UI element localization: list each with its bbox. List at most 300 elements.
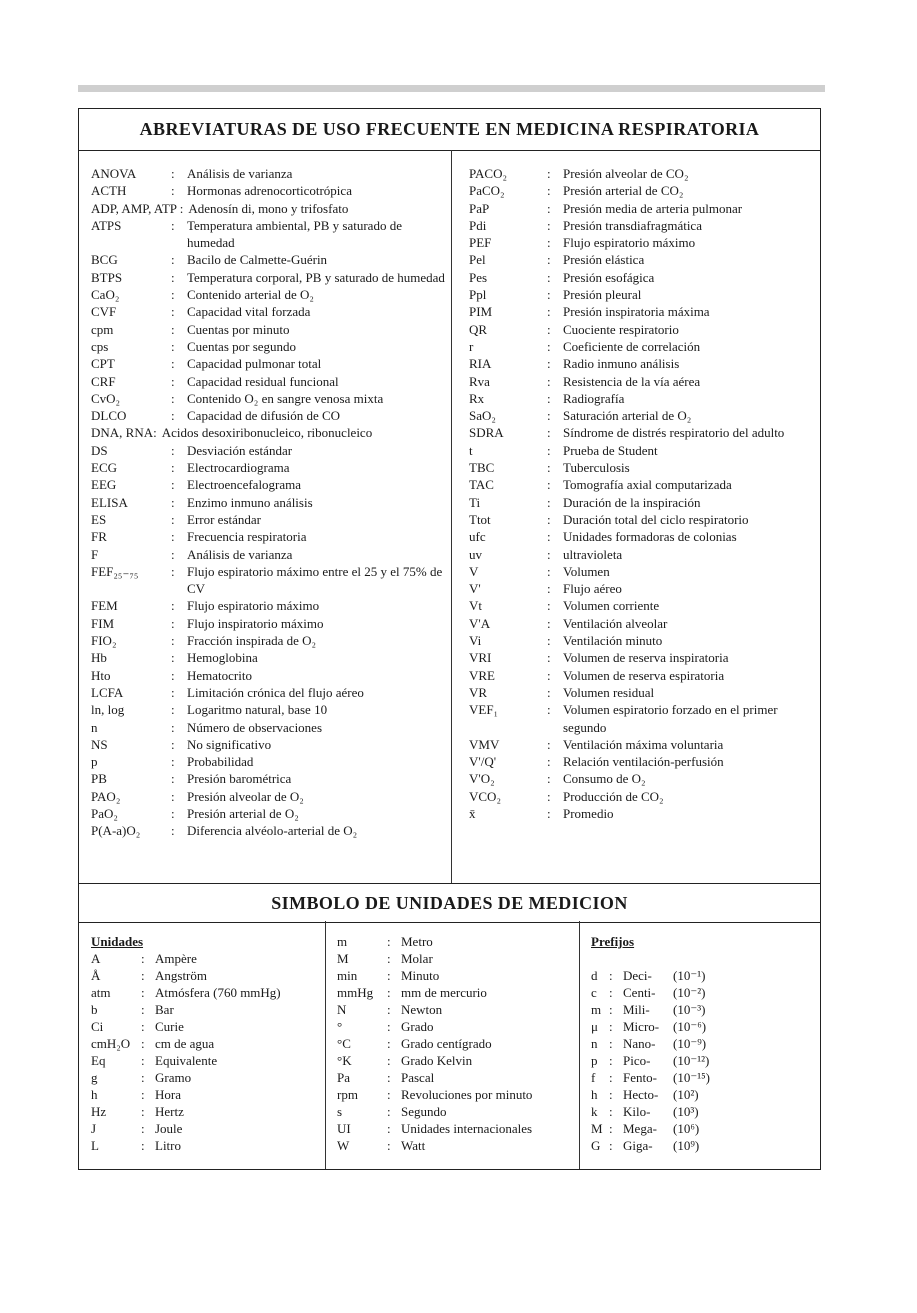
abbreviation: BCG <box>91 252 118 268</box>
unit-symbol: Ci <box>91 1019 104 1034</box>
unit-row <box>337 1137 577 1154</box>
abbreviation-row <box>469 321 814 338</box>
unit-symbol: UI <box>337 1121 351 1136</box>
unit-symbol: G <box>591 1138 601 1153</box>
abbreviation-row <box>469 632 814 649</box>
abbreviation: VMV <box>469 736 500 752</box>
abbreviation: TBC <box>469 460 495 476</box>
definition: Coeficiente de correlación <box>563 338 701 354</box>
abbreviation-row <box>469 303 814 320</box>
abbreviation-row <box>469 494 814 511</box>
separator: : <box>609 985 613 1000</box>
abbreviation-row <box>91 373 449 390</box>
abbreviation-row <box>469 753 814 770</box>
units-divider-1 <box>325 921 326 1169</box>
unit-row <box>91 1137 321 1154</box>
unit-row <box>337 967 577 984</box>
unit-row <box>591 984 811 1001</box>
separator: : <box>547 373 551 389</box>
abbreviation: V <box>469 563 479 579</box>
abbreviation: Hb <box>91 650 107 666</box>
unit-name: Nano- <box>623 1036 656 1051</box>
definition: Tuberculosis <box>563 460 630 476</box>
abbreviation: PEF <box>469 235 492 251</box>
separator: : <box>171 598 175 614</box>
abbreviation: BTPS <box>91 269 123 285</box>
separator: : <box>171 166 175 181</box>
definition: Enzimo inmuno análisis <box>187 494 313 510</box>
prefixes-column <box>591 933 811 1154</box>
unit-symbol: b <box>91 1002 98 1017</box>
abbreviation: PB <box>91 771 107 787</box>
abbreviation: PACO₂ <box>469 166 508 181</box>
separator: : <box>547 235 551 251</box>
unit-row <box>591 1086 811 1103</box>
abbreviation-row <box>91 303 449 320</box>
separator: : <box>171 563 175 579</box>
abbreviation: PaP <box>469 200 490 216</box>
separator: : <box>609 968 613 983</box>
abbreviation: VR <box>469 684 488 700</box>
abbreviation: t <box>469 442 473 458</box>
unit-row <box>591 967 811 984</box>
abbreviation: ELISA <box>91 494 128 510</box>
separator: : <box>547 408 551 424</box>
abbreviation-row <box>91 321 449 338</box>
abbreviation-row <box>91 563 449 598</box>
abbreviation: n <box>91 719 98 735</box>
unit-row <box>91 1035 321 1052</box>
abbreviation-row <box>469 649 814 666</box>
separator: : <box>141 1121 145 1136</box>
separator: : <box>171 546 175 562</box>
unit-symbol: A <box>91 951 101 966</box>
unit-symbol: Pa <box>337 1070 350 1085</box>
unit-symbol: d <box>591 968 598 983</box>
separator: : <box>387 1138 391 1153</box>
definition: Capacidad pulmonar total <box>187 356 322 372</box>
abbreviation-row <box>91 753 449 770</box>
definition: Hemoglobina <box>187 650 258 666</box>
abbreviation: Pel <box>469 252 486 268</box>
abbreviation: V'/Q' <box>469 754 497 770</box>
definition: Hematocrito <box>187 667 252 683</box>
abbreviation: FIO₂ <box>91 633 117 649</box>
prefix-power: (10⁶) <box>673 1121 700 1136</box>
abbreviation-row <box>91 632 449 649</box>
separator: : <box>609 1104 613 1119</box>
unit-symbol: min <box>337 968 358 983</box>
separator: : <box>171 684 175 700</box>
separator: : <box>547 529 551 545</box>
unit-name: Atmósfera (760 mmHg) <box>155 985 281 1000</box>
unit-name: Angström <box>155 968 207 983</box>
separator: : <box>609 1138 613 1153</box>
unit-name: Hecto- <box>623 1087 659 1102</box>
unit-name: Minuto <box>401 968 440 983</box>
unit-name: Metro <box>401 934 433 949</box>
unit-row <box>591 1052 811 1069</box>
separator: : <box>547 494 551 510</box>
definition: Presión elástica <box>563 252 645 268</box>
units-column-2 <box>337 933 577 1154</box>
abbreviation: CVF <box>91 304 117 320</box>
abbreviation: EEG <box>91 477 117 493</box>
abbreviation-row <box>469 338 814 355</box>
separator: : <box>171 805 175 821</box>
definition: Flujo espiratorio máximo <box>563 235 696 251</box>
separator: : <box>387 1019 391 1034</box>
separator: : <box>547 442 551 458</box>
separator: : <box>547 269 551 285</box>
unit-row <box>91 1001 321 1018</box>
abbreviation: ACTH <box>91 183 127 199</box>
abbreviation: VRI <box>469 650 492 666</box>
abbreviation-row <box>469 269 814 286</box>
separator: : <box>171 338 175 354</box>
separator: : <box>547 633 551 649</box>
unit-name: Mili- <box>623 1002 650 1017</box>
abbreviation-row <box>91 511 449 528</box>
separator: : <box>171 615 175 631</box>
separator: : <box>171 736 175 752</box>
definition: Radio inmuno análisis <box>563 356 680 372</box>
abbreviation-row <box>91 182 449 199</box>
unit-symbol: g <box>91 1070 98 1085</box>
definition: Saturación arterial de O₂ <box>563 408 692 424</box>
definition: Análisis de varianza <box>187 546 293 562</box>
abbreviation: P(A-a)O₂ <box>91 823 141 839</box>
abbreviations-title: ABREVIATURAS DE USO FRECUENTE EN MEDICINA RESPIRATORIA <box>79 109 820 151</box>
definition: Volumen <box>563 563 610 579</box>
definition: Ventilación minuto <box>563 633 663 649</box>
unit-name: Deci- <box>623 968 652 983</box>
unit-name: Joule <box>155 1121 183 1136</box>
definition: Duración de la inspiración <box>563 494 701 510</box>
abbreviation: Ppl <box>469 287 487 303</box>
abbreviation: V'O₂ <box>469 771 495 787</box>
abbreviation-row <box>469 788 814 805</box>
abbreviation-row <box>91 770 449 787</box>
unit-symbol: M <box>337 951 349 966</box>
abbreviation-row <box>469 234 814 251</box>
separator: : <box>171 667 175 683</box>
separator: : <box>171 356 175 372</box>
unit-symbol: mmHg <box>337 985 374 1000</box>
separator: : <box>171 390 175 406</box>
definition: Análisis de varianza <box>187 166 293 181</box>
unit-symbol: °K <box>337 1053 352 1068</box>
definition: Desviación estándar <box>187 442 293 458</box>
separator: : <box>141 1002 145 1017</box>
unit-name: Mega- <box>623 1121 657 1136</box>
abbreviation: x̄ <box>469 805 476 821</box>
unit-row <box>337 950 577 967</box>
prefix-power: (10⁻¹⁵) <box>673 1070 710 1085</box>
definition: Presión arterial de CO₂ <box>563 183 684 199</box>
unit-name: Micro- <box>623 1019 660 1034</box>
separator: : <box>171 442 175 458</box>
units-section <box>79 921 820 1169</box>
unit-symbol: W <box>337 1138 350 1153</box>
abbreviation-row <box>469 286 814 303</box>
separator: : <box>171 511 175 527</box>
unit-name: mm de mercurio <box>401 985 487 1000</box>
abbreviation-row <box>91 684 449 701</box>
separator: : <box>141 1070 145 1085</box>
separator: : <box>171 719 175 735</box>
abbreviation: SaO₂ <box>469 408 496 424</box>
separator: : <box>171 321 175 337</box>
definition: ultravioleta <box>563 546 623 562</box>
abbreviation-row <box>91 407 449 424</box>
separator: : <box>547 304 551 320</box>
definition: Presión inspiratoria máxima <box>563 304 710 320</box>
separator: : <box>171 460 175 476</box>
separator: : <box>387 1070 391 1085</box>
unit-symbol: Hz <box>91 1104 107 1119</box>
separator: : <box>171 650 175 666</box>
abbreviation-row <box>469 597 814 614</box>
unit-name: Pascal <box>401 1070 435 1085</box>
definition: Diferencia alvéolo-arterial de O₂ <box>187 823 358 839</box>
abbreviation: SDRA <box>469 425 504 441</box>
abbreviation-row <box>91 667 449 684</box>
units-title: SIMBOLO DE UNIDADES DE MEDICION <box>79 883 820 923</box>
unit-row <box>91 1120 321 1137</box>
abbreviation-row <box>469 667 814 684</box>
abbreviation-row <box>91 251 449 268</box>
unit-name: Segundo <box>401 1104 447 1119</box>
definition: Número de observaciones <box>187 719 323 735</box>
definition: Hormonas adrenocorticotrópica <box>187 183 352 199</box>
separator: : <box>547 598 551 614</box>
definition: Capacidad vital forzada <box>187 304 311 320</box>
definition: Logaritmo natural, base 10 <box>187 702 328 718</box>
abbreviation: ADP, AMP, ATP : <box>91 200 184 216</box>
unit-name: Giga- <box>623 1138 653 1153</box>
definition: Cuentas por segundo <box>187 338 297 354</box>
unit-row <box>91 1052 321 1069</box>
abbreviation-row <box>469 546 814 563</box>
separator: : <box>171 702 175 718</box>
definition: Volumen de reserva inspiratoria <box>563 650 729 666</box>
abbreviation: PAO₂ <box>91 788 121 804</box>
definition: Presión transdiafragmática <box>563 217 702 233</box>
unit-name: Fento- <box>623 1070 657 1085</box>
abbreviation-row <box>469 390 814 407</box>
separator: : <box>171 304 175 320</box>
definition: Temperatura ambiental, PB y saturado de humedad <box>187 217 402 251</box>
unit-name: Hora <box>155 1087 181 1102</box>
abbreviation-row <box>91 822 449 839</box>
abbreviation: Hto <box>91 667 111 683</box>
separator: : <box>171 788 175 804</box>
units-column-1 <box>91 933 321 1154</box>
unit-row <box>91 1103 321 1120</box>
unit-row <box>91 984 321 1001</box>
abbreviation-row <box>91 528 449 545</box>
separator: : <box>141 985 145 1000</box>
abbreviation: ES <box>91 511 107 527</box>
separator: : <box>547 563 551 579</box>
abbreviation: Rva <box>469 373 490 389</box>
unit-symbol: s <box>337 1104 343 1119</box>
abbreviation-row <box>469 459 814 476</box>
separator: : <box>609 1019 613 1034</box>
separator: : <box>387 1104 391 1119</box>
unit-symbol: m <box>337 934 348 949</box>
abbreviation-row <box>91 165 449 182</box>
abbreviations-left-column <box>91 165 449 840</box>
unit-row <box>591 1001 811 1018</box>
definition: Cuociente respiratorio <box>563 321 679 337</box>
separator: : <box>171 633 175 649</box>
separator: : <box>387 1087 391 1102</box>
definition: Error estándar <box>187 511 261 527</box>
unit-symbol: Å <box>91 968 101 983</box>
separator: : <box>547 200 551 216</box>
separator: : <box>609 1036 613 1051</box>
unit-symbol: n <box>591 1036 598 1051</box>
separator: : <box>171 477 175 493</box>
unit-name: Unidades internacionales <box>401 1121 533 1136</box>
separator: : <box>609 1121 613 1136</box>
separator: : <box>547 511 551 527</box>
abbreviation-row <box>91 615 449 632</box>
abbreviation-row <box>91 200 449 217</box>
abbreviation: PaO₂ <box>91 805 118 821</box>
unit-symbol: °C <box>337 1036 351 1051</box>
unit-symbol: k <box>591 1104 598 1119</box>
definition: Probabilidad <box>187 754 254 770</box>
abbreviation-row <box>469 424 814 441</box>
abbreviation: cpm <box>91 321 114 337</box>
abbreviation: VRE <box>469 667 495 683</box>
abbreviation-row <box>91 269 449 286</box>
definition: Radiografía <box>563 390 625 406</box>
definition: Electrocardiograma <box>187 460 290 476</box>
definition: Prueba de Student <box>563 442 658 458</box>
unit-name: Equivalente <box>155 1053 218 1068</box>
unit-row <box>337 1069 577 1086</box>
separator: : <box>387 968 391 983</box>
separator: : <box>547 183 551 199</box>
abbreviation: FEM <box>91 598 118 614</box>
abbreviation-row <box>91 286 449 303</box>
separator: : <box>141 1138 145 1153</box>
definition: Tomografía axial computarizada <box>563 477 732 493</box>
unit-row <box>337 1052 577 1069</box>
abbreviation-row <box>469 217 814 234</box>
unit-symbol: h <box>91 1087 98 1102</box>
definition: Contenido arterial de O₂ <box>187 287 314 303</box>
unit-name: Watt <box>401 1138 426 1153</box>
unit-symbol: μ <box>591 1019 598 1034</box>
abbreviation: V' <box>469 581 481 597</box>
separator: : <box>171 269 175 285</box>
unit-name: Gramo <box>155 1070 192 1085</box>
separator: : <box>547 338 551 354</box>
unit-symbol: L <box>91 1138 99 1153</box>
separator: : <box>171 217 175 233</box>
separator: : <box>547 321 551 337</box>
abbreviation: CvO₂ <box>91 390 121 406</box>
definition: Presión alveolar de CO₂ <box>563 166 689 181</box>
abbreviation-row <box>91 355 449 372</box>
unit-row <box>591 1018 811 1035</box>
unit-symbol: rpm <box>337 1087 358 1102</box>
abbreviation-row <box>469 373 814 390</box>
unit-symbol: f <box>591 1070 596 1085</box>
abbreviation: VEF₁ <box>469 702 499 718</box>
definition: Ventilación máxima voluntaria <box>563 736 724 752</box>
separator: : <box>141 1019 145 1034</box>
abbreviation-row <box>91 494 449 511</box>
units-heading: Unidades <box>91 934 144 949</box>
definition: Relación ventilación-perfusión <box>563 754 724 770</box>
separator: : <box>171 183 175 199</box>
abbreviation: Vi <box>469 633 482 649</box>
prefixes-heading: Prefijos <box>591 934 635 949</box>
unit-name: Centi- <box>623 985 656 1000</box>
abbreviation-row <box>469 615 814 632</box>
definition: Limitación crónica del flujo aéreo <box>187 684 364 700</box>
prefix-power: (10²) <box>673 1087 699 1102</box>
separator: : <box>609 1002 613 1017</box>
unit-name: Molar <box>401 951 433 966</box>
abbreviation: ECG <box>91 460 117 476</box>
unit-row <box>91 967 321 984</box>
unit-row <box>591 1103 811 1120</box>
abbreviation: NS <box>91 736 108 752</box>
separator: : <box>171 823 175 839</box>
unit-symbol: cmH₂O <box>91 1036 131 1051</box>
abbreviation: p <box>91 754 98 770</box>
unit-row <box>591 1069 811 1086</box>
abbreviation-row <box>469 684 814 701</box>
unit-name: Litro <box>155 1138 181 1153</box>
abbreviation-row <box>469 407 814 424</box>
abbreviation: TAC <box>469 477 494 493</box>
unit-name: cm de agua <box>155 1036 215 1051</box>
prefix-power: (10⁻⁹) <box>673 1036 707 1051</box>
abbreviation-row <box>91 736 449 753</box>
unit-row <box>337 1103 577 1120</box>
definition: Volumen espiratorio forzado en el primer segundo <box>563 702 778 735</box>
separator: : <box>547 702 551 718</box>
abbreviation: PaCO₂ <box>469 183 505 199</box>
separator: : <box>547 217 551 233</box>
unit-row <box>337 984 577 1001</box>
abbreviation-row <box>469 563 814 580</box>
abbreviation: CRF <box>91 373 116 389</box>
separator: : <box>547 356 551 372</box>
abbreviation-row <box>91 424 449 441</box>
abbreviation: LCFA <box>91 684 124 700</box>
definition: Cuentas por minuto <box>187 321 290 337</box>
unit-row <box>591 1035 811 1052</box>
separator: : <box>609 1053 613 1068</box>
definition: No significativo <box>187 736 272 752</box>
abbreviation: Ttot <box>469 511 491 527</box>
separator: : <box>547 788 551 804</box>
abbreviation-row <box>91 788 449 805</box>
abbreviation-row <box>469 805 814 822</box>
abbreviation-row <box>91 338 449 355</box>
definition: Temperatura corporal, PB y saturado de humedad <box>187 269 445 285</box>
abbreviations-right-column <box>469 165 814 822</box>
